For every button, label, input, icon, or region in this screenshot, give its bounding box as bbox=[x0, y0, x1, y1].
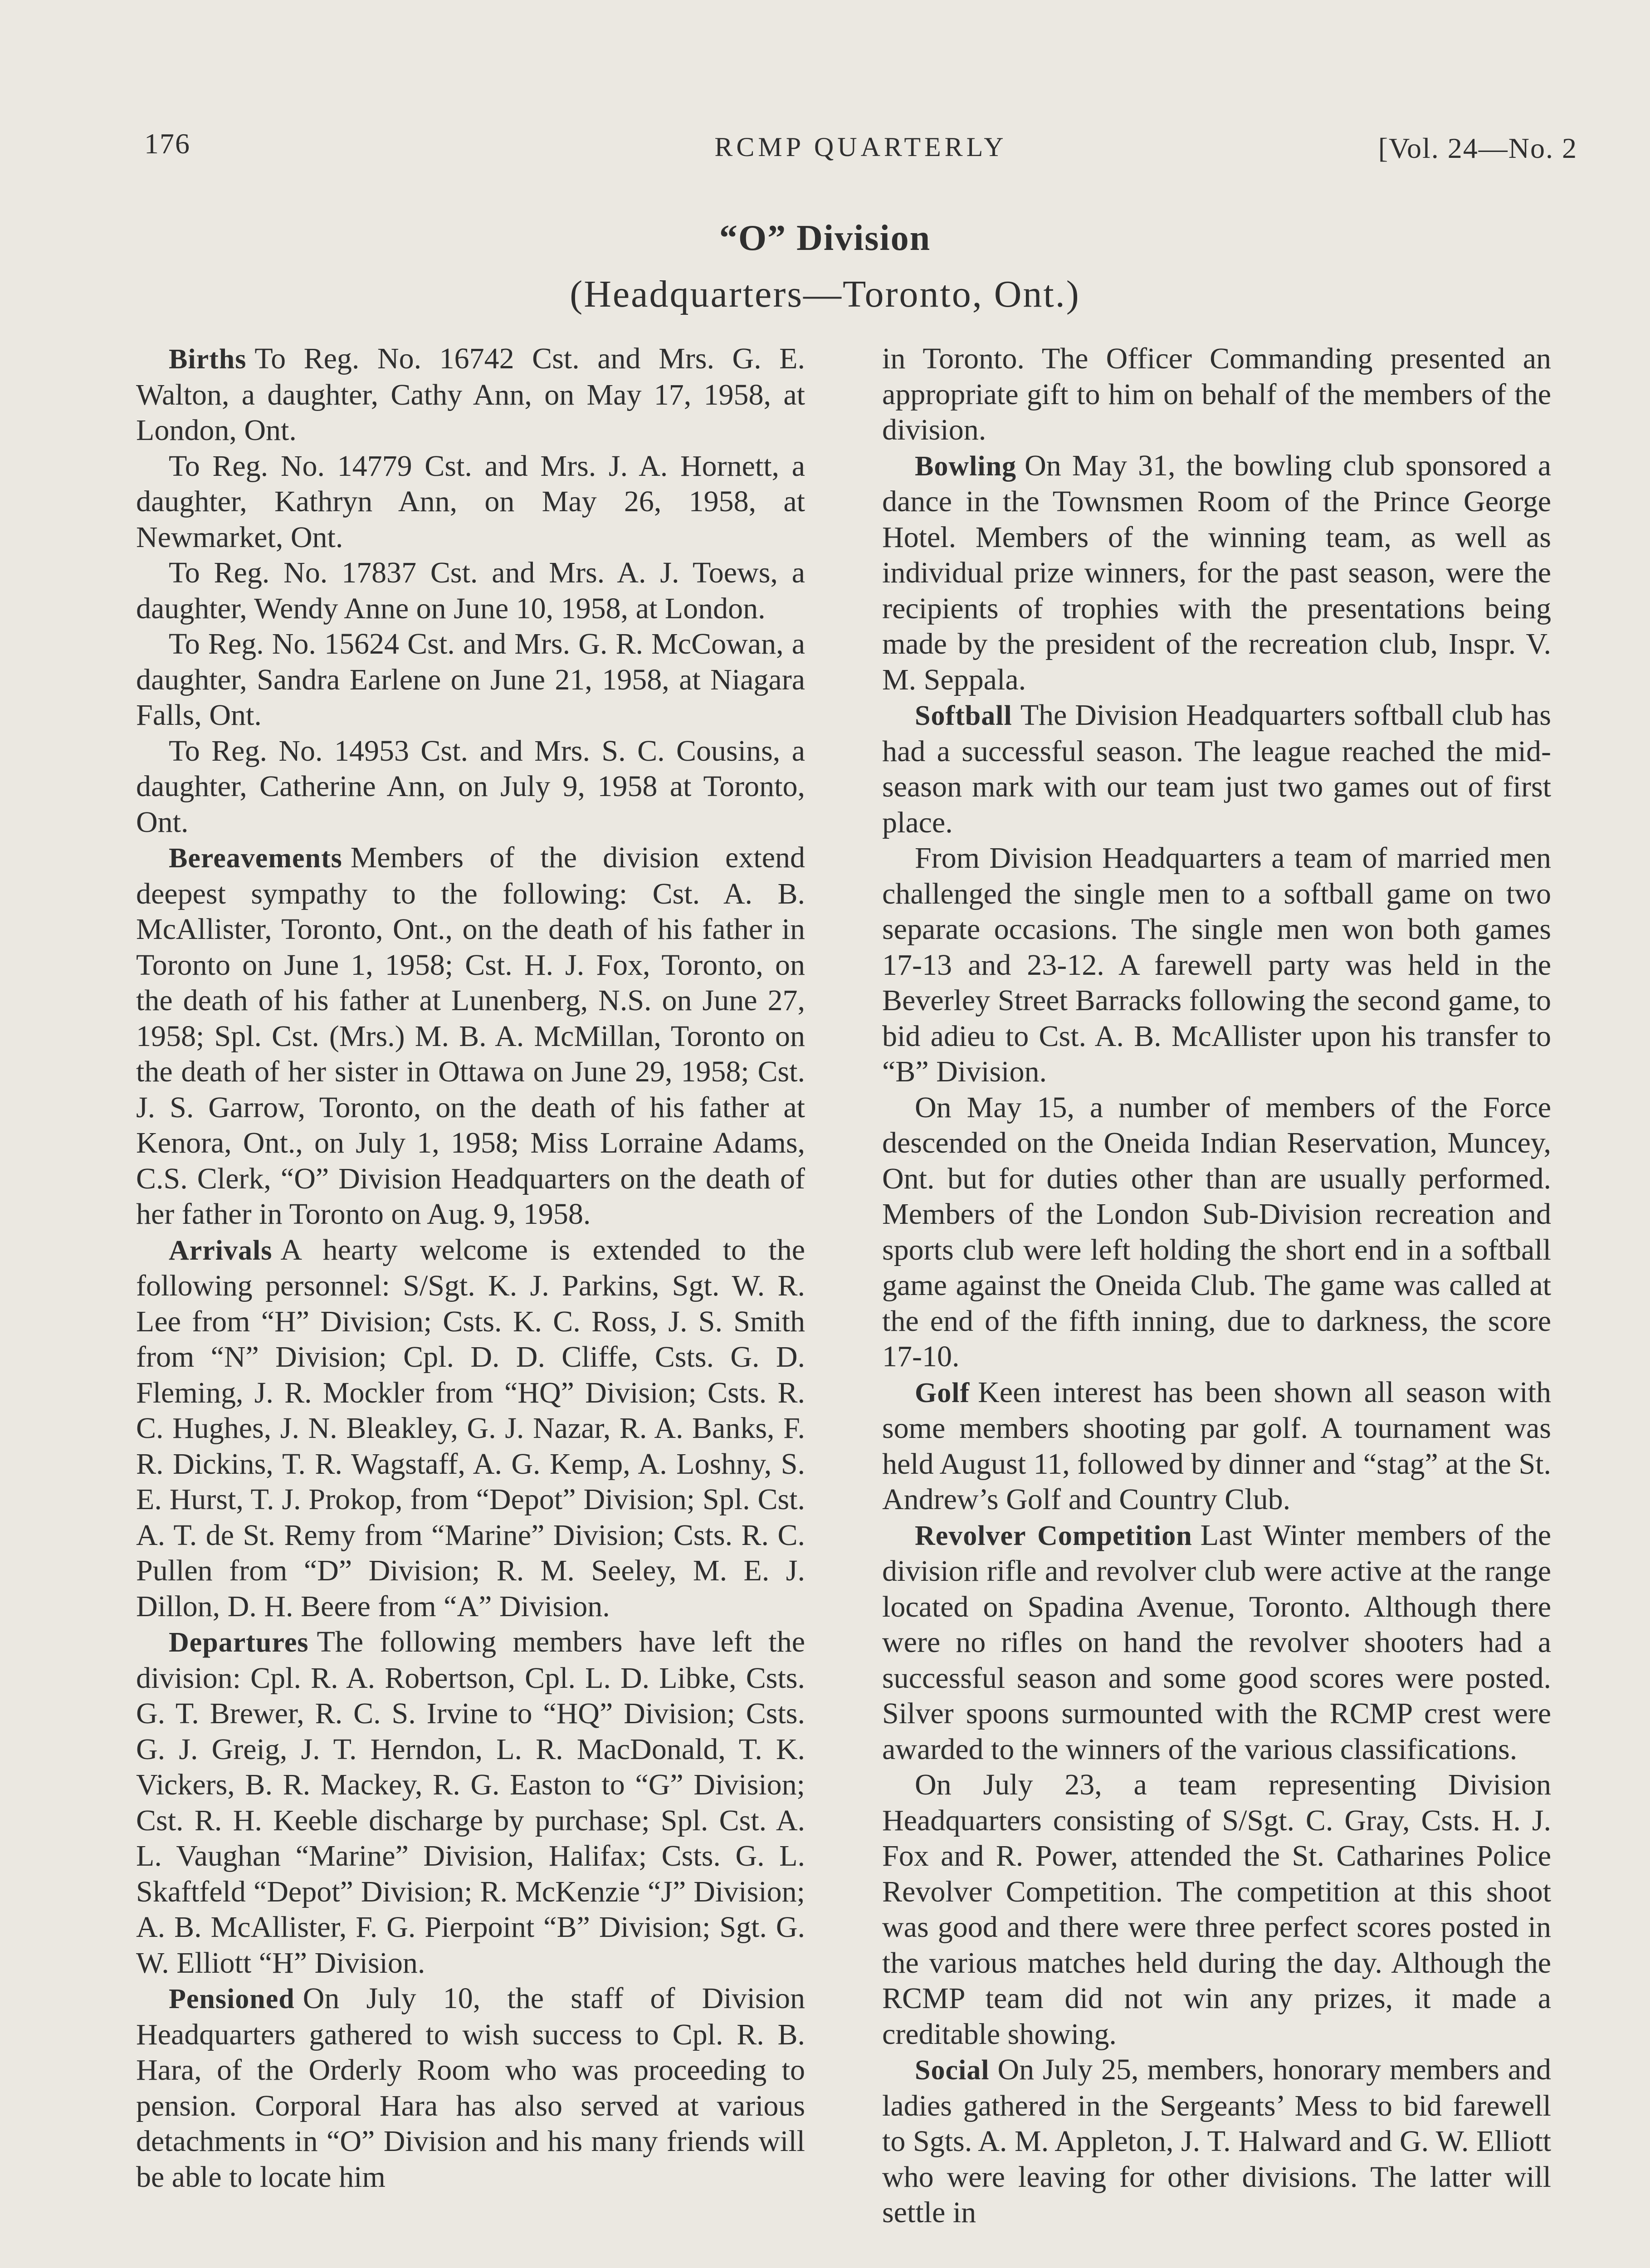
paragraph-softball-1 bbox=[882, 698, 1551, 841]
section-title: “O” Division bbox=[719, 218, 931, 258]
paragraph-softball-2: From Division Headquarters a team of married men challenged the single men to a softball game on two separate occasions. The single men won both games 17-13 and 23-12. A farewell party was held in the Beverley Street Barracks following the second game, to bid adieu to Cst. A. B. McAllister upon his transfer to “B” Division. bbox=[882, 841, 1551, 1088]
heading-softball: Softball bbox=[915, 700, 1012, 731]
heading-arrivals: Arrivals bbox=[169, 1235, 273, 1266]
section-subtitle: (Headquarters—Toronto, Ont.) bbox=[570, 273, 1080, 315]
text-golf: Keen interest has been shown all season with some members shooting par golf. A tournament was held August 11, followed by dinner and “stag” at the St. Andrew’s Golf and Country Club. bbox=[882, 1375, 1551, 1516]
paragraph-revolver-2: On July 23, a team representing Division Headquarters consisting of S/Sgt. C. Gray, Csts. H. J. Fox and R. Power, attended the St. Catharines Police Revolver Competition. The competition at this shoot was good and there were three perfect scores posted in the various matches held during the day. Although the RCMP team did not win any prizes, it made a creditable showing. bbox=[882, 1768, 1551, 2051]
paragraph-births-5: To Reg. No. 14953 Cst. and Mrs. S. C. Cousins, a daughter, Catherine Ann, on July 9, 1958 at Toronto, Ont. bbox=[136, 734, 805, 839]
text-births-1: To Reg. No. 16742 Cst. and Mrs. G. E. Walton, a daughter, Cathy Ann, on May 17, 1958, at London, Ont. bbox=[136, 342, 805, 447]
paragraph-births-1 bbox=[136, 341, 805, 449]
paragraph-births-2: To Reg. No. 14779 Cst. and Mrs. J. A. Hornett, a daughter, Kathryn Ann, on May 26, 1958, at Newmarket, Ont. bbox=[136, 449, 805, 554]
paragraph-softball-3: On May 15, a number of members of the Force descended on the Oneida Indian Reservation, Muncey, Ont. but for duties other than are usually performed. Members of the London Sub-Division recreation and sports club were left holding the short end in a softball game against the Oneida Club. The game was called at the end of the fifth inning, due to darkness, the score 17-10. bbox=[882, 1090, 1551, 1373]
heading-pensioned: Pensioned bbox=[169, 1984, 295, 2014]
text-departures: The following members have left the division: Cpl. R. A. Robertson, Cpl. L. D. Libke, Csts. G. T. Brewer, R. C. S. Irvine to “HQ” Division; Csts. G. J. Greig, J. T. Herndon, L. R. MacDonald, T. K. Vickers, B. R. Mackey, R. G. Easton to “G” Division; Cst. R. H. Keeble discharge by purchase; Spl. Cst. A. L. Vaughan “Marine” Division, Halifax; Csts. G. L. Skaftfeld “Depot” Division; R. McKenzie “J” Division; A. B. McAllister, F. G. Pierpoint “B” Division; Sgt. G. W. Elliott “H” Division. bbox=[136, 1625, 805, 1980]
paragraph-births-3: To Reg. No. 17837 Cst. and Mrs. A. J. Toews, a daughter, Wendy Anne on June 10, 1958, at London. bbox=[136, 556, 805, 625]
heading-social: Social bbox=[915, 2055, 990, 2086]
paragraph-arrivals bbox=[136, 1232, 805, 1625]
text-pensioned: On July 10, the staff of Division Headquarters gathered to wish success to Cpl. R. B. Hara, of the Orderly Room who was proceeding to pension. Corporal Hara has also served at various detachments in “O” Division and his many friends will be able to locate him bbox=[136, 1982, 805, 2194]
heading-bowling: Bowling bbox=[915, 450, 1017, 482]
heading-births: Births bbox=[169, 344, 247, 375]
heading-bereavements: Bereavements bbox=[169, 843, 342, 874]
page-number: 176 bbox=[144, 127, 190, 160]
paragraph-social bbox=[882, 2052, 1551, 2231]
paragraph-bereavements bbox=[136, 840, 805, 1232]
text-revolver-1: Last Winter members of the division rifle and revolver club were active at the range located on Spadina Avenue, Toronto. Although there were no rifles on hand the revolver shooters had a successful season and some good scores were posted. Silver spoons surmounted with the RCMP crest were awarded to the winners of the various classifications. bbox=[882, 1518, 1551, 1766]
paragraph-golf bbox=[882, 1375, 1551, 1518]
paragraph-births-4: To Reg. No. 15624 Cst. and Mrs. G. R. McCowan, a daughter, Sandra Earlene on June 21, 1958, at Niagara Falls, Ont. bbox=[136, 627, 805, 732]
heading-revolver-competition: Revolver Competition bbox=[915, 1520, 1192, 1551]
heading-departures: Departures bbox=[169, 1627, 309, 1658]
text-softball-1: The Division Headquarters softball club has had a successful season. The league reached the mid-season mark with our team just two games out of first place. bbox=[882, 699, 1551, 839]
text-bereavements: Members of the division extend deepest sympathy to the following: Cst. A. B. McAllister, Toronto, Ont., on the death of his father in Toronto on June 1, 1958; Cst. H. J. Fox, Toronto, on the death of his father at Lunenberg, N.S. on June 27, 1958; Spl. Cst. (Mrs.) M. B. A. McMillan, Toronto on the death of her sister in Ottawa on June 29, 1958; Cst. J. S. Garrow, Toronto, on the death of his father at Kenora, Ont., on July 1, 1958; Miss Lorraine Adams, C.S. Clerk, “O” Division Headquarters on the death of her father in Toronto on Aug. 9, 1958. bbox=[136, 841, 805, 1231]
paragraph-pensioned-continued: in Toronto. The Officer Commanding presented an appropriate gift to him on behalf of the members of the division. bbox=[882, 342, 1551, 446]
paragraph-pensioned bbox=[136, 1981, 805, 2195]
paragraph-bowling bbox=[882, 448, 1551, 698]
text-bowling: On May 31, the bowling club sponsored a dance in the Townsmen Room of the Prince George Hotel. Members of the winning team, as well as individual prize winners, for the past season, were the recipients of trophies with the presentations being made by the president of the recreation club, Inspr. V. M. Seppala. bbox=[882, 449, 1551, 696]
text-social: On July 25, members, honorary members and ladies gathered in the Sergeants’ Mess to bid farewell to Sgts. A. M. Appleton, J. T. Halward and G. W. Elliott who were leaving for other divisions. The latter will settle in bbox=[882, 2053, 1551, 2229]
right-column bbox=[882, 341, 1551, 2231]
journal-title: RCMP QUARTERLY bbox=[714, 132, 1007, 162]
left-column bbox=[136, 341, 805, 2195]
text-arrivals: A hearty welcome is extended to the following personnel: S/Sgt. K. J. Parkins, Sgt. W. R. Lee from “H” Division; Csts. K. C. Ross, J. S. Smith from “N” Division; Cpl. D. D. Cliffe, Csts. G. D. Fleming, J. R. Mockler from “HQ” Division; Csts. R. C. Hughes, J. N. Bleakley, G. J. Nazar, R. A. Banks, F. R. Dickins, T. R. Wagstaff, A. G. Kemp, A. Loshny, S. E. Hurst, T. J. Prokop, from “Depot” Division; Spl. Cst. A. T. de St. Remy from “Marine” Division; Csts. R. C. Pullen from “D” Division; R. M. Seeley, M. E. J. Dillon, D. H. Beere from “A” Division. bbox=[136, 1233, 805, 1623]
paragraph-departures bbox=[136, 1624, 805, 1981]
heading-golf: Golf bbox=[915, 1377, 970, 1408]
running-header bbox=[144, 127, 1577, 168]
volume-label: [Vol. 24—No. 2 bbox=[1378, 132, 1577, 164]
paragraph-revolver-1 bbox=[882, 1518, 1551, 1768]
